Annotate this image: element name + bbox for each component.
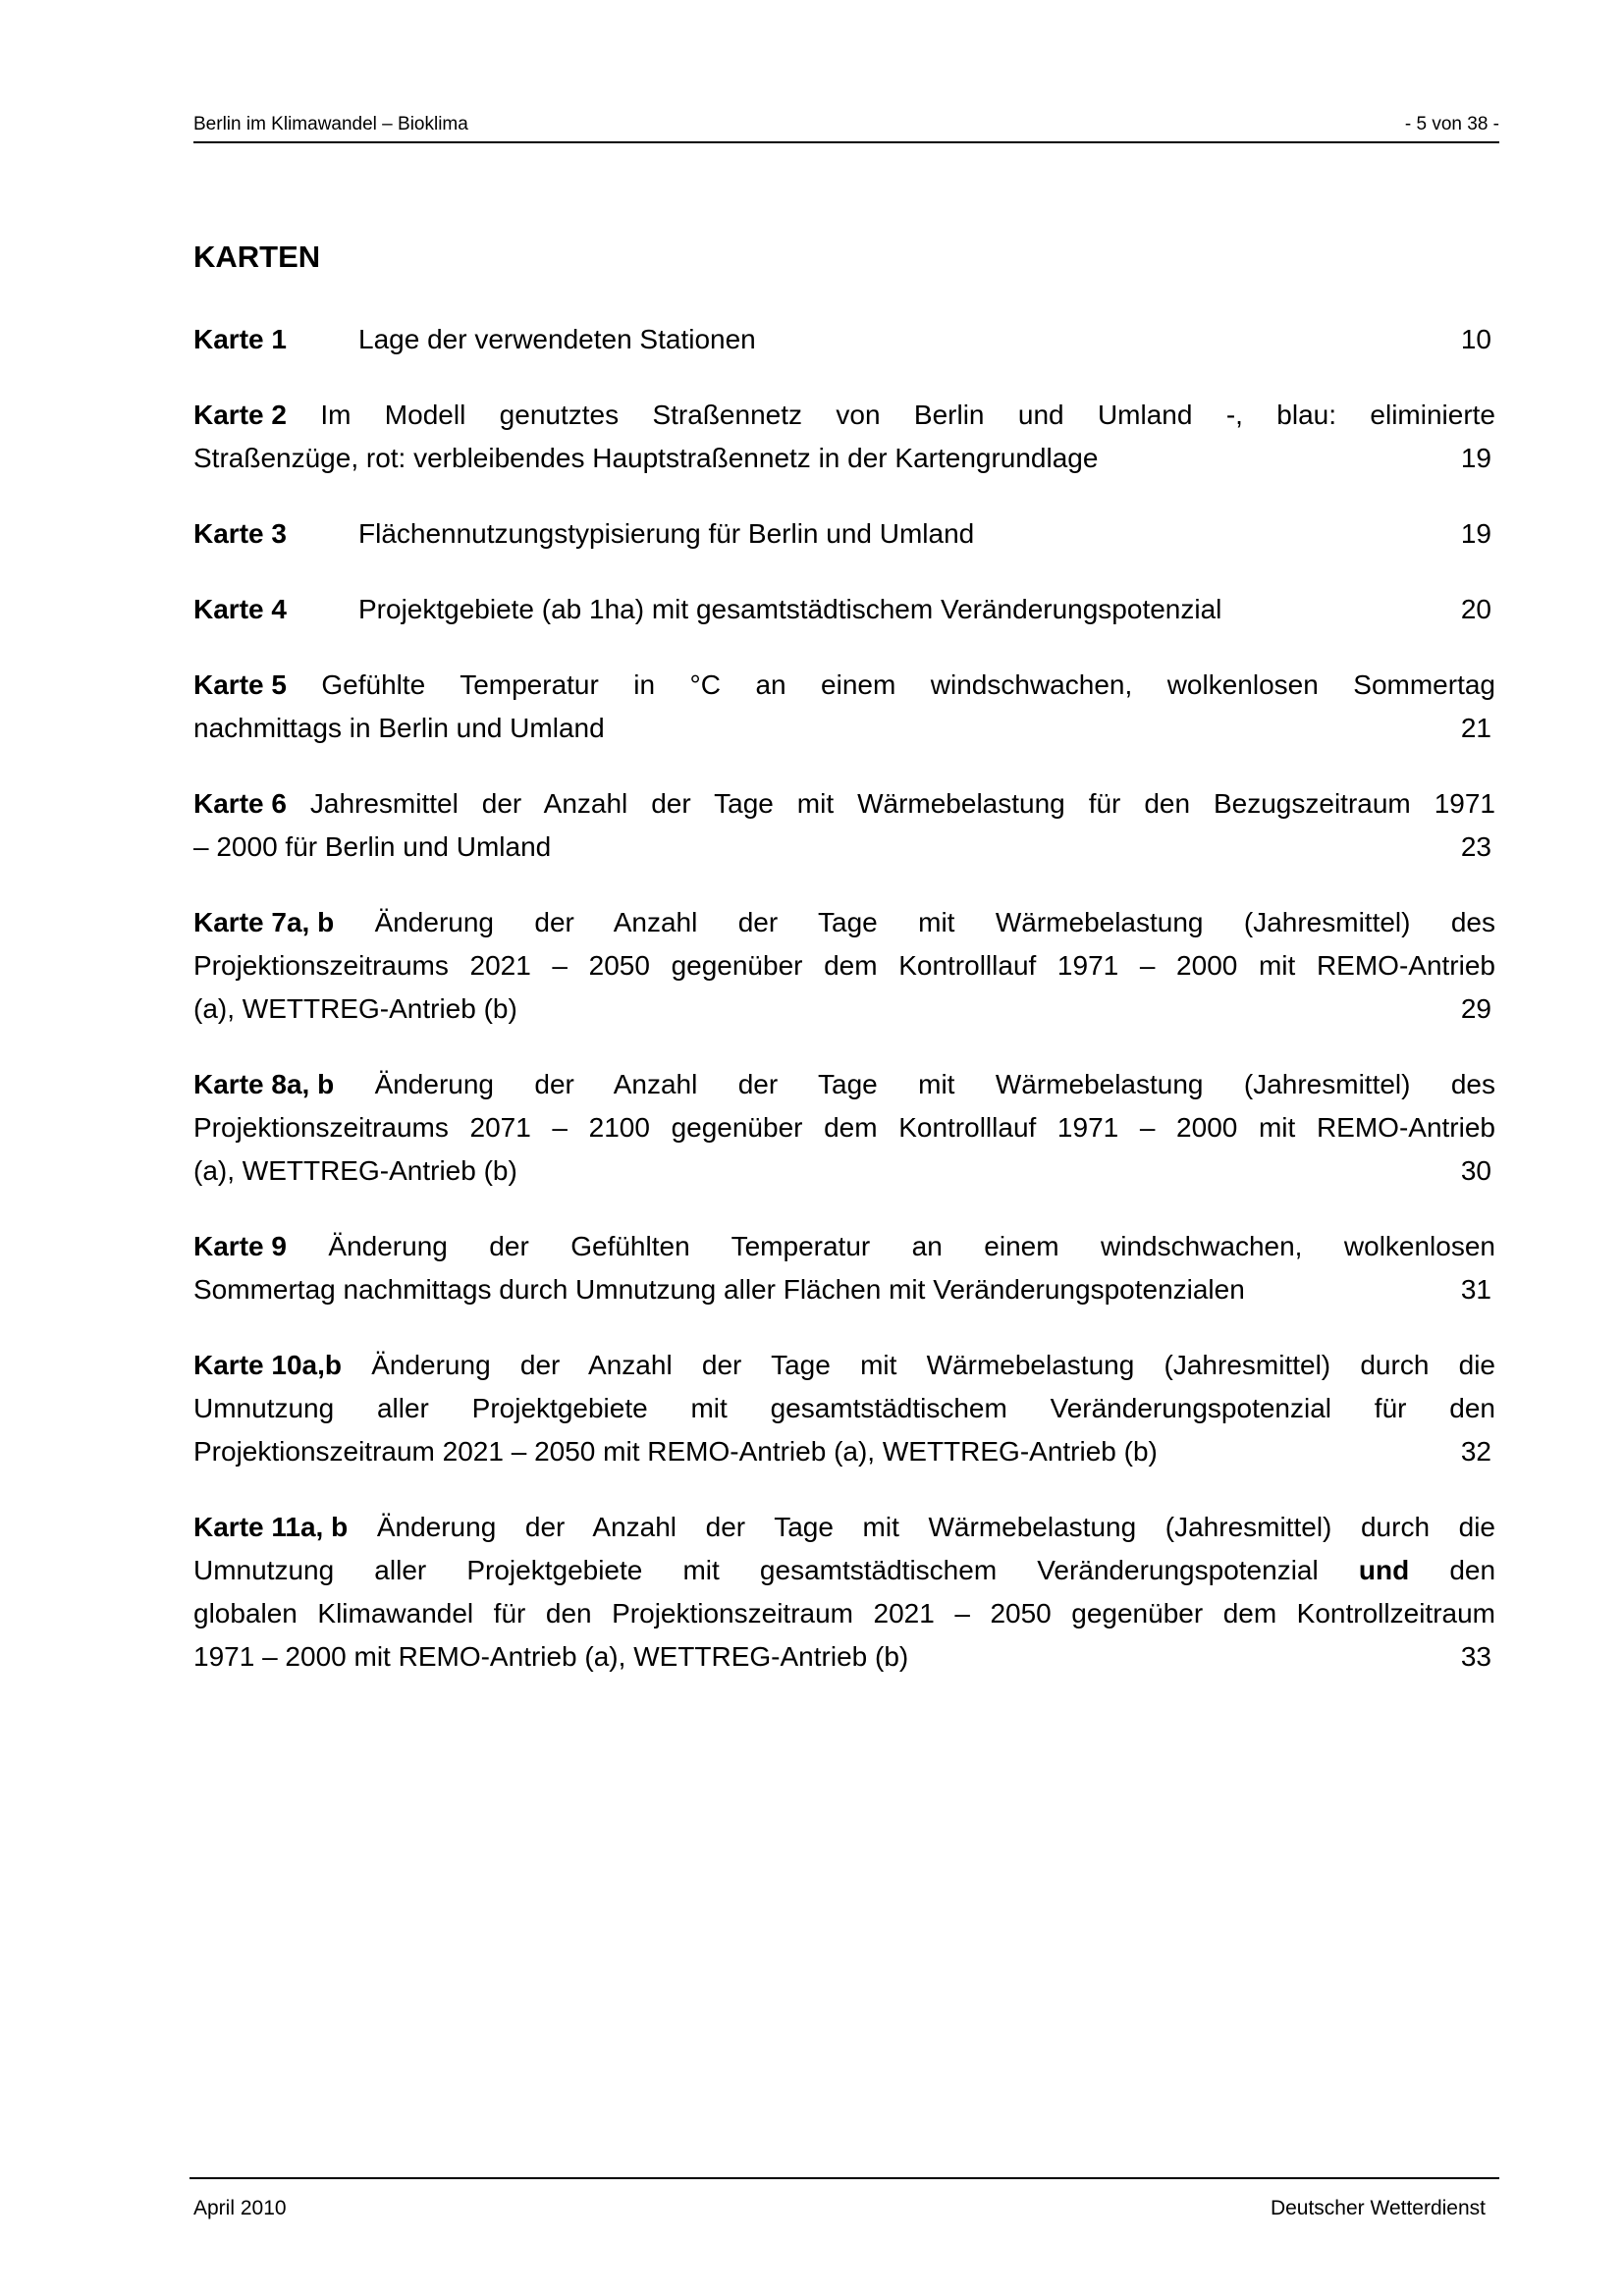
entry-text: (a), WETTREG-Antrieb (b) <box>193 993 517 1024</box>
entry-text: Flächennutzungstypisierung für Berlin und Umland <box>358 518 975 549</box>
entry-text: 1971 – 2000 mit REMO-Antrieb (a), WETTREG-Antrieb (b) <box>193 1641 909 1672</box>
entry-emphasis: und <box>1358 1555 1410 1585</box>
toc-entry-karte-11ab[interactable] <box>193 1506 1495 1679</box>
entry-page: 30 <box>1460 1155 1491 1186</box>
header-document-title: Berlin im Klimawandel – Bioklima <box>193 114 468 134</box>
toc-entry-karte-3[interactable] <box>193 512 1495 556</box>
entry-text: Änderung der Anzahl der Tage mit Wärmebelastung (Jahresmittel) des <box>374 907 1496 937</box>
entry-text: Jahresmittel der Anzahl der Tage mit Wärmebelastung für den Bezugszeitraum 1971 <box>309 788 1495 819</box>
entry-label: Karte 2 <box>193 400 287 430</box>
toc-entry-karte-4[interactable] <box>193 588 1495 631</box>
entry-label: Karte 4 <box>193 594 287 624</box>
entry-label: Karte 7a, b <box>193 907 335 937</box>
page-footer <box>189 2177 1499 2219</box>
entry-text: Umnutzung aller Projektgebiete mit gesamtstädtischem Veränderungspotenzial <box>193 1555 1319 1585</box>
entry-text: Projektgebiete (ab 1ha) mit gesamtstädtischem Veränderungspotenzial <box>358 594 1222 624</box>
entry-text: Projektionszeitraums 2071 – 2100 gegenüber dem Kontrolllauf 1971 – 2000 mit REMO-Antrieb <box>193 1112 1495 1143</box>
entry-text: Umnutzung aller Projektgebiete mit gesamtstädtischem Veränderungspotenzial für den <box>193 1393 1495 1423</box>
toc-entry-karte-7ab[interactable] <box>193 901 1495 1031</box>
entry-text: Projektionszeitraums 2021 – 2050 gegenüber dem Kontrolllauf 1971 – 2000 mit REMO-Antrieb <box>193 950 1495 981</box>
entry-label: Karte 11a, b <box>193 1512 349 1542</box>
footer-publisher: Deutscher Wetterdienst <box>1270 2197 1486 2219</box>
entry-text: Gefühlte Temperatur in °C an einem windschwachen, wolkenlosen Sommertag <box>321 669 1495 700</box>
header-page-number: - 5 von 38 - <box>1404 114 1499 134</box>
toc-entry-karte-8ab[interactable] <box>193 1063 1495 1193</box>
entry-page: 19 <box>1460 443 1491 473</box>
entry-page: 32 <box>1460 1436 1491 1467</box>
page-header <box>193 110 1499 143</box>
entry-page: 31 <box>1460 1274 1491 1305</box>
entry-text: Änderung der Anzahl der Tage mit Wärmebelastung (Jahresmittel) des <box>374 1069 1496 1099</box>
entry-text: nachmittags in Berlin und Umland <box>193 713 605 743</box>
entry-text: Straßenzüge, rot: verbleibendes Hauptstraßennetz in der Kartengrundlage <box>193 443 1099 473</box>
entry-text: Änderung der Gefühlten Temperatur an einem windschwachen, wolkenlosen <box>328 1231 1495 1261</box>
entry-page: 19 <box>1460 518 1491 549</box>
toc-entry-karte-2[interactable] <box>193 394 1495 480</box>
entry-text: globalen Klimawandel für den Projektionszeitraum 2021 – 2050 gegenüber dem Kontrollzeitraum <box>193 1598 1495 1629</box>
footer-date: April 2010 <box>193 2197 287 2219</box>
entry-text: Änderung der Anzahl der Tage mit Wärmebelastung (Jahresmittel) durch die <box>376 1512 1496 1542</box>
toc-entry-karte-1[interactable] <box>193 318 1495 361</box>
entry-text: Im Modell genutztes Straßennetz von Berlin und Umland -, blau: eliminierte <box>320 400 1496 430</box>
entry-text: Lage der verwendeten Stationen <box>358 324 756 354</box>
entry-text: Projektionszeitraum 2021 – 2050 mit REMO-Antrieb (a), WETTREG-Antrieb (b) <box>193 1436 1158 1467</box>
entry-page: 20 <box>1460 594 1491 624</box>
section-title: KARTEN <box>193 240 321 274</box>
toc-entry-karte-5[interactable] <box>193 664 1495 750</box>
toc-entry-karte-10ab[interactable] <box>193 1344 1495 1473</box>
entry-label: Karte 8a, b <box>193 1069 335 1099</box>
entry-text: – 2000 für Berlin und Umland <box>193 831 552 862</box>
entry-label: Karte 9 <box>193 1231 287 1261</box>
entry-label: Karte 10a,b <box>193 1350 342 1380</box>
entry-text: Änderung der Anzahl der Tage mit Wärmebelastung (Jahresmittel) durch die <box>371 1350 1496 1380</box>
entry-page: 23 <box>1460 831 1491 862</box>
entry-label: Karte 3 <box>193 518 287 549</box>
toc-entry-karte-6[interactable] <box>193 782 1495 869</box>
entry-text: den <box>1449 1555 1496 1585</box>
entry-page: 33 <box>1460 1641 1491 1672</box>
entry-label: Karte 6 <box>193 788 287 819</box>
toc-entry-karte-9[interactable] <box>193 1225 1495 1311</box>
entry-label: Karte 5 <box>193 669 287 700</box>
entry-text: Sommertag nachmittags durch Umnutzung aller Flächen mit Veränderungspotenzialen <box>193 1274 1245 1305</box>
entry-text: (a), WETTREG-Antrieb (b) <box>193 1155 517 1186</box>
map-list <box>193 318 1495 1711</box>
entry-page: 10 <box>1460 324 1491 354</box>
entry-page: 29 <box>1460 993 1491 1024</box>
entry-page: 21 <box>1460 713 1491 743</box>
entry-label: Karte 1 <box>193 324 287 354</box>
